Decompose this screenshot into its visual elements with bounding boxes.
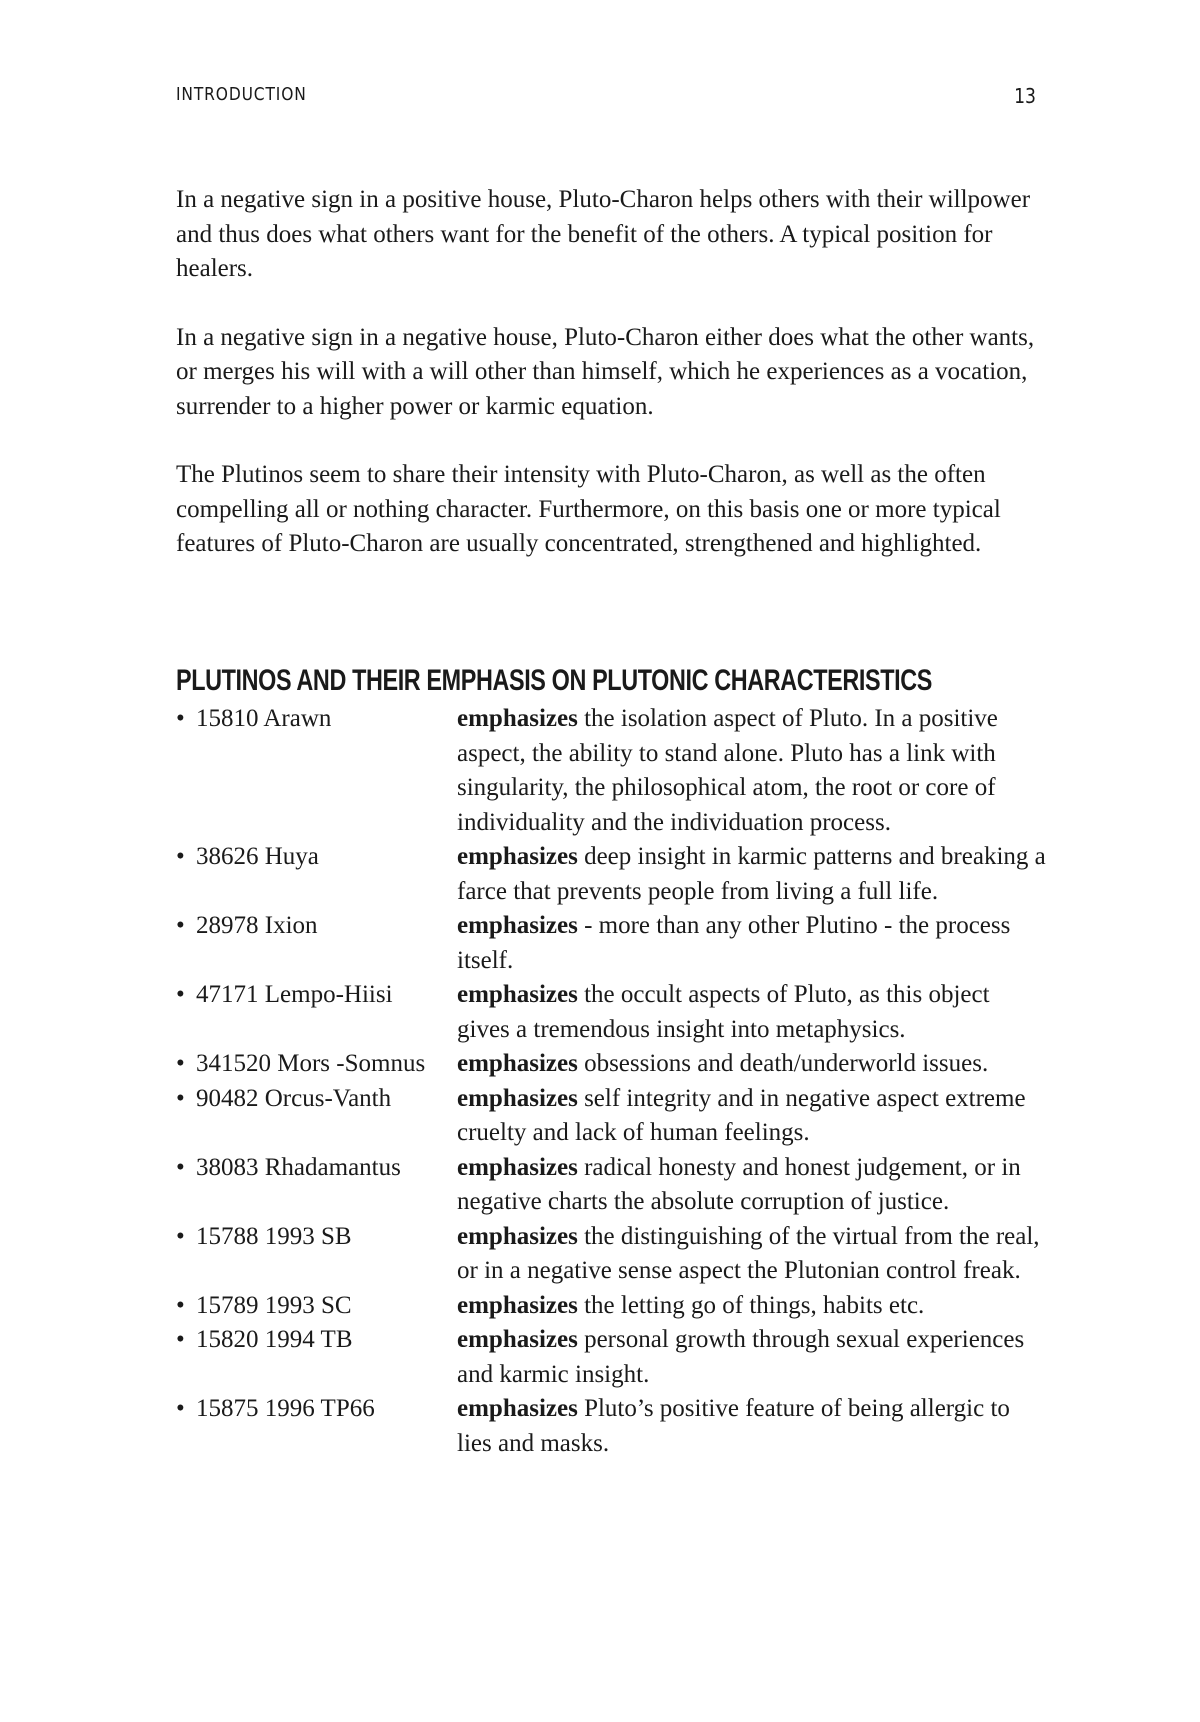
list-item [176,1151,1046,1220]
description-text: radical honesty and honest judgement, or in negative charts the absolute corruption of justice. [457,1153,1021,1215]
plutino-name-text: 15810 Arawn [196,705,332,732]
description-text: - more than any other Plutino - the process itself. [457,912,1011,974]
plutino-name [176,1151,457,1186]
description-text: the isolation aspect of Pluto. In a positive aspect, the ability to stand alone. Pluto has a link with singularity, the philosophical atom, the root or core of individuality and the individuation process. [457,705,998,836]
running-header [176,84,912,108]
plutino-name-text: 38083 Rhadamantus [196,1153,401,1181]
list-item [176,909,1046,978]
plutino-list [176,702,1046,1461]
plutino-name-text: 15820 1994 TB [196,1326,353,1353]
description-text: the distinguishing of the virtual from the real, or in a negative sense aspect the Plutonian control freak. [457,1222,1040,1284]
plutino-name-text: 341520 Mors -Somnus [196,1050,426,1077]
plutino-name-text: 15875 1996 TP66 [196,1395,375,1422]
emphasis-keyword: emphasizes [457,1291,578,1319]
plutino-name [176,909,457,944]
page-number: 13 [1014,84,1036,108]
emphasis-keyword: emphasizes [457,705,578,732]
plutino-description [457,1047,1046,1082]
bullet-icon: • [176,1153,185,1181]
plutino-description [457,978,1046,1047]
emphasis-keyword: emphasizes [457,912,578,939]
description-text: self integrity and in negative aspect extreme cruelty and lack of human feelings. [457,1084,1026,1146]
list-item [176,1047,1046,1082]
bullet-icon: • [176,705,185,732]
plutino-name [176,1082,457,1117]
bullet-icon: • [176,1395,185,1422]
plutino-name [176,1220,457,1255]
plutino-name [176,702,457,737]
plutino-name-text: 38626 Huya [196,843,319,870]
paragraph: In a negative sign in a positive house, Pluto-Charon helps others with their willpower and thus does what others want for the benefit of the others. A typical position for healers. [176,186,1031,282]
plutino-name-text: 47171 Lempo-Hiisi [196,981,393,1008]
plutino-description [457,1082,1046,1151]
plutino-name [176,1392,457,1427]
plutino-description [457,1323,1046,1392]
paragraph: The Plutinos seem to share their intensity with Pluto-Charon, as well as the often compelling all or nothing character. Furthermore, on this basis one or more typical features of Pluto-Charon are usually concentrated, strengthened and highlighted. [176,461,1001,557]
bullet-icon: • [176,981,185,1008]
plutino-name [176,978,457,1013]
emphasis-keyword: emphasizes [457,1050,578,1077]
list-item [176,840,1046,909]
plutino-description [457,1289,1046,1324]
bullet-icon: • [176,1084,185,1112]
list-item [176,1323,1046,1392]
plutino-name [176,1323,457,1358]
description-text: personal growth through sexual experiences and karmic insight. [457,1326,1025,1388]
plutino-name-text: 90482 Orcus-Vanth [196,1084,392,1112]
plutino-description [457,1392,1046,1461]
emphasis-keyword: emphasizes [457,1326,578,1353]
description-text: obsessions and death/underworld issues. [577,1050,989,1077]
emphasis-keyword: emphasizes [457,1153,578,1181]
plutino-name [176,840,457,875]
emphasis-keyword: emphasizes [457,843,578,870]
section-heading: PLUTINOS AND THEIR EMPHASIS ON PLUTONIC CHARACTERISTICS [176,664,932,697]
list-item [176,1289,1046,1324]
bullet-icon: • [176,1222,185,1250]
description-text: the letting go of things, habits etc. [577,1291,925,1319]
description-text: the occult aspects of Pluto, as this object gives a tremendous insight into metaphysics. [457,981,990,1043]
plutino-description [457,1220,1046,1289]
plutino-description [457,909,1046,978]
plutino-description [457,702,1046,840]
bullet-icon: • [176,912,185,939]
plutino-name-text: 15789 1993 SC [196,1291,352,1319]
bullet-icon: • [176,1050,185,1077]
emphasis-keyword: emphasizes [457,1222,578,1250]
description-text: deep insight in karmic patterns and breaking a farce that prevents people from living a full life. [457,843,1046,905]
running-title: INTRODUCTION [176,84,307,105]
plutino-description [457,840,1046,909]
bullet-icon: • [176,1326,185,1353]
emphasis-keyword: emphasizes [457,981,578,1008]
description-text: Pluto’s positive feature of being allergic to lies and masks. [457,1395,1010,1457]
plutino-name-text: 15788 1993 SB [196,1222,352,1250]
bullet-icon: • [176,1291,185,1319]
bullet-icon: • [176,843,185,870]
plutino-name [176,1047,457,1082]
list-item [176,702,1046,840]
list-item [176,1392,1046,1461]
paragraph: In a negative sign in a negative house, Pluto-Charon either does what the other wants, or merges his will with a will other than himself, which he experiences as a vocation, surrender to a higher power or karmic equation. [176,323,1035,420]
list-item [176,978,1046,1047]
body-text [176,183,1046,596]
plutino-description [457,1151,1046,1220]
list-item [176,1082,1046,1151]
emphasis-keyword: emphasizes [457,1395,578,1422]
emphasis-keyword: emphasizes [457,1084,578,1112]
list-item [176,1220,1046,1289]
plutino-name [176,1289,457,1324]
plutino-name-text: 28978 Ixion [196,912,318,939]
